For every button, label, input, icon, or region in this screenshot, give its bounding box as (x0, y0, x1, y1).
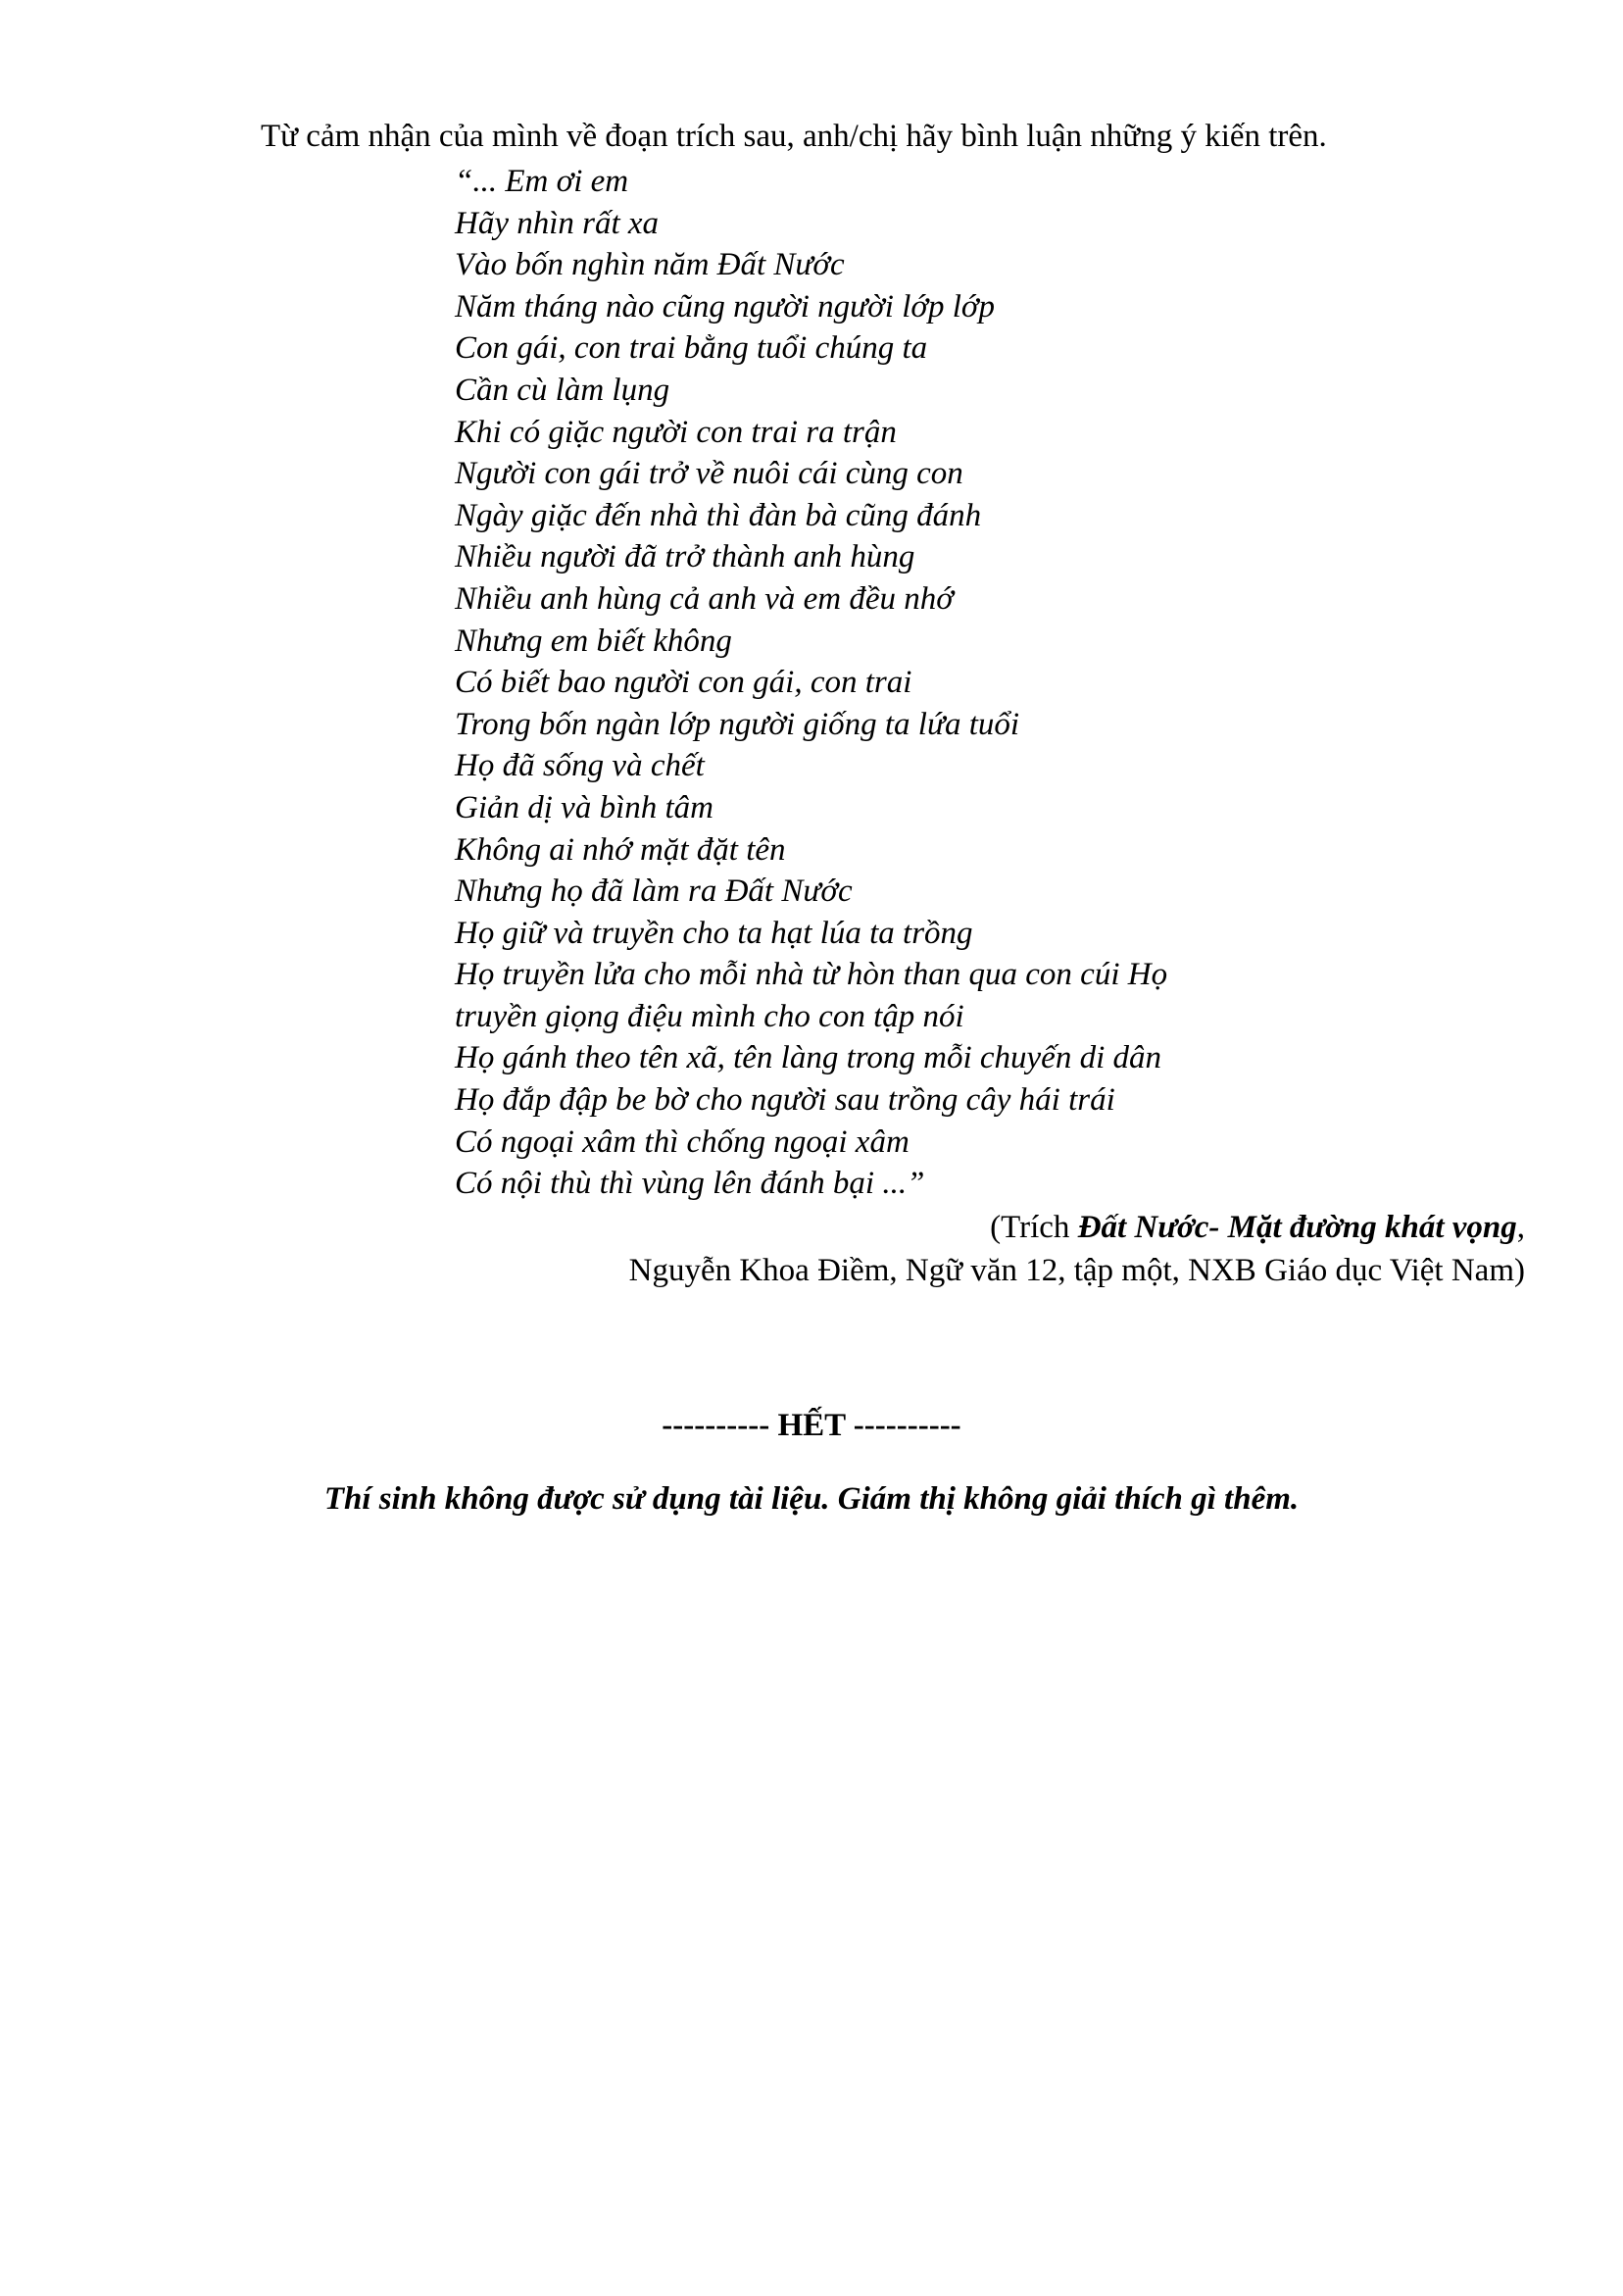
poem-line: Cần cù làm lụng (455, 372, 670, 408)
citation-line-2: Nguyễn Khoa Điềm, Ngữ văn 12, tập một, NXB Giáo dục Việt Nam) (628, 1253, 1525, 1288)
citation-suffix: , (1516, 1210, 1525, 1245)
citation-line-1 (349, 1206, 1525, 1249)
poem-line: Ngày giặc đến nhà thì đàn bà cũng đánh (455, 497, 982, 533)
poem-line: truyền giọng điệu mình cho con tập nói (455, 998, 964, 1034)
poem-line: Giản dị và bình tâm (455, 789, 713, 825)
source-citation (349, 1206, 1525, 1292)
exam-notice: Thí sinh không được sử dụng tài liệu. Giám thị không giải thích gì thêm. (323, 1481, 1300, 1517)
poem-line: Con gái, con trai bằng tuổi chúng ta (455, 330, 928, 367)
poem-line: Họ giữ và truyền cho ta hạt lúa ta trồng (455, 915, 973, 951)
poem-line: Năm tháng nào cũng người người lớp lớp (455, 288, 996, 324)
poem-line: Khi có giặc người con trai ra trận (455, 414, 897, 450)
poem-line: Vào bốn nghìn năm Đất Nước (455, 247, 845, 283)
poem-line: Họ đắp đập be bờ cho người sau trồng cây hái trái (455, 1082, 1115, 1119)
poem-line: Nhiều anh hùng cả anh và em đều nhớ (455, 580, 954, 617)
question-prompt: Từ cảm nhận của mình về đoạn trích sau, anh/chị hãy bình luận những ý kiến trên. (261, 119, 1327, 154)
poem-line: Nhưng họ đã làm ra Đất Nước (455, 873, 853, 910)
work-title: Đất Nước- Mặt đường khát vọng (1077, 1210, 1517, 1245)
poem-line: Nhưng em biết không (455, 623, 732, 659)
poem-excerpt (455, 161, 1167, 1205)
poem-line: “... Em ơi em (455, 164, 629, 199)
poem-line: Trong bốn ngàn lớp người giống ta lứa tuổi (455, 706, 1020, 742)
poem-line: Nhiều người đã trở thành anh hùng (455, 539, 915, 575)
poem-line: Không ai nhớ mặt đặt tên (455, 831, 786, 868)
poem-line: Có ngoại xâm thì chống ngoại xâm (455, 1123, 910, 1160)
poem-line: Có biết bao người con gái, con trai (455, 665, 912, 701)
poem-line: Người con gái trở về nuôi cái cùng con (455, 456, 963, 492)
poem-line: Họ truyền lửa cho mỗi nhà từ hòn than qua con cúi Họ (455, 957, 1168, 993)
end-mark: ---------- HẾT ---------- (662, 1408, 961, 1443)
poem-line: Họ đã sống và chết (455, 748, 705, 784)
citation-prefix: (Trích (990, 1210, 1078, 1245)
poem-line: Có nội thù thì vùng lên đánh bại ...” (455, 1166, 925, 1202)
poem-line: Hãy nhìn rất xa (455, 205, 660, 241)
poem-line: Họ gánh theo tên xã, tên làng trong mỗi chuyến di dân (455, 1040, 1161, 1076)
